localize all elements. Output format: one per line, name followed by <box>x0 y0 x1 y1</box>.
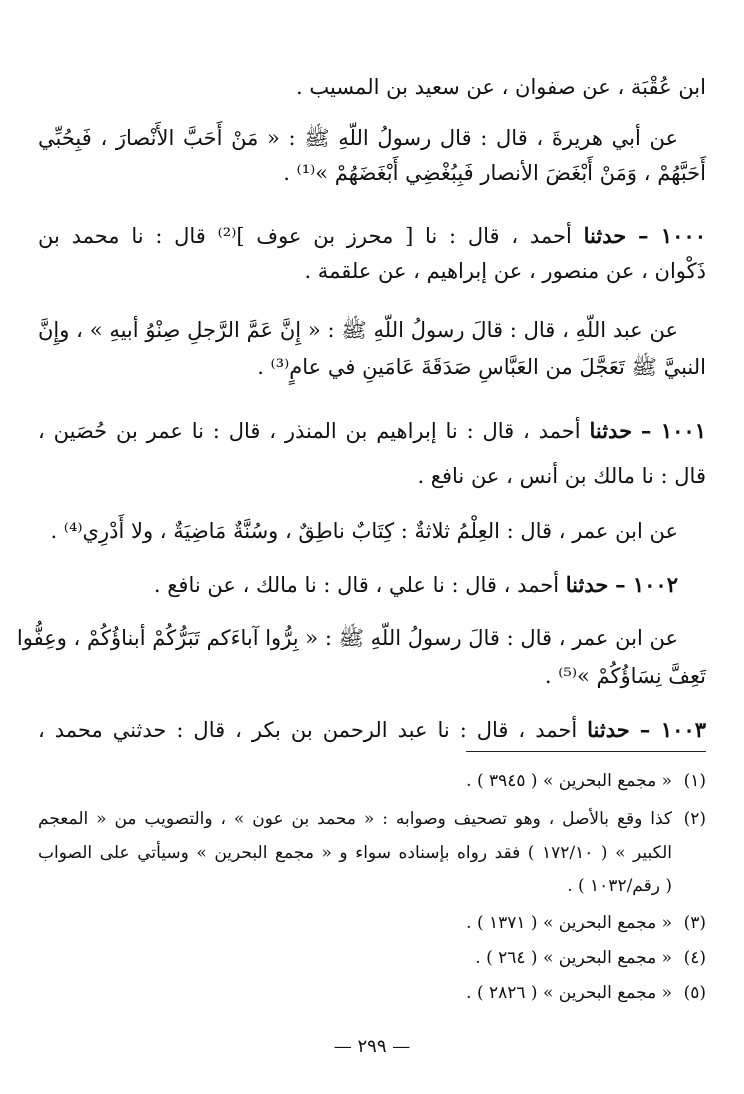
hadith-opening: حدثنا <box>583 223 627 248</box>
footnote <box>466 980 706 1006</box>
hadith-number: ١٠٠١ – <box>640 418 706 443</box>
footnote-continuation: ( رقم/١٠٣٢ ) . <box>567 876 672 896</box>
text-line: عن ابن عمر ، قال : قالَ رسولُ اللّهِ ﷺ : « بِرُّوا آباءَكم تَبَرُّكُمْ أبناؤُكُمْ ، وعِفُّوا <box>16 626 678 650</box>
footnote-mark: (٤) <box>683 948 706 968</box>
text-line: أحمد ، قال : نا علي ، قال : نا مالك ، عن نافع . <box>153 573 560 597</box>
footnote-text: « مجمع البحرين » ( ٣٩٤٥ ) . <box>466 771 672 791</box>
footnote <box>38 806 706 832</box>
footnote-mark: (٢) <box>683 809 706 829</box>
text-line: أحمد ، قال : نا [ محرز بن عوف ]⁽²⁾ قال : نا محمد بن <box>38 224 572 248</box>
hadith-opening: حدثنا <box>587 717 630 742</box>
footnote <box>466 768 706 794</box>
text-line: أحمد ، قال : نا عبد الرحمن بن بكر ، قال : حدثني محمد ، <box>38 718 578 742</box>
footnote <box>466 910 706 936</box>
hadith-number: ١٠٠٠ – <box>637 223 706 248</box>
text-line: أحمد ، قال : نا إبراهيم بن المنذر ، قال : نا عمر بن حُصَين ، <box>38 419 581 443</box>
hadith-line <box>38 715 706 745</box>
text-line: عن عبد اللّهِ ، قال : قالَ رسولُ اللّهِ ﷺ : « إِنَّ عَمَّ الرَّجلِ صِنْوُ أبيهِ » ، وإِنَّ <box>38 318 678 342</box>
page-number: — ٢٩٩ — <box>333 1036 411 1057</box>
footnote-text: « مجمع البحرين » ( ٢٦٤ ) . <box>475 948 672 968</box>
text-line: عن ابن عمر ، قال : العِلْمُ ثلاثةٌ : كِتَابٌ ناطِقٌ ، وسُنَّةٌ مَاضِيَةٌ ، ولا أَدْرِي⁽⁴⁾ . <box>50 519 678 543</box>
text-line: أَحَبَّهُمْ ، وَمَنْ أَبْغَضَ الأنصار فَبِبُغْضِي أَبْغَضَهُمْ »⁽¹⁾ . <box>283 161 706 185</box>
footnote-mark: (٣) <box>683 913 706 933</box>
text-line: ذَكْوان ، عن منصور ، عن إبراهيم ، عن علقمة . <box>304 259 706 283</box>
hadith-line <box>38 416 706 446</box>
hadith-number: ١٠٠٣ – <box>639 717 706 742</box>
footnote-mark: (٥) <box>683 983 706 1003</box>
footnote <box>475 945 706 971</box>
footnote-continuation: الكبير » ( ١٧٢/١٠ ) فقد رواه بإسناده سواء و « مجمع البحرين » وسيأتي على الصواب <box>38 843 672 863</box>
text-line: ابن عُقْبَة ، عن صفوان ، عن سعيد بن المسيب . <box>296 75 706 99</box>
footnote-divider <box>466 751 706 752</box>
hadith-line <box>38 221 706 251</box>
footnote-text: « مجمع البحرين » ( ١٣٧١ ) . <box>466 913 672 933</box>
footnote-mark: (١) <box>683 771 706 791</box>
hadith-line <box>154 570 678 600</box>
footnote-text: كذا وقع بالأصل ، وهو تصحيف وصوابه : « محمد بن عون » ، والتصويب من « المعجم <box>38 809 672 829</box>
hadith-opening: حدثنا <box>565 572 609 597</box>
text-line: تَعِفَّ نِسَاؤُكُمْ »⁽⁵⁾ . <box>544 664 706 688</box>
text-line: قال : نا مالك بن أنس ، عن نافع . <box>417 464 706 488</box>
footnote-text: « مجمع البحرين » ( ٢٨٢٦ ) . <box>466 983 672 1003</box>
hadith-opening: حدثنا <box>589 418 633 443</box>
text-line: النبيَّ ﷺ تَعَجَّلَ من العَبَّاسِ صَدَقَةَ عَامَينِ في عامٍ⁽³⁾ . <box>257 355 706 379</box>
hadith-number: ١٠٠٢ – <box>615 572 678 597</box>
text-line: عن أبي هريرةَ ، قال : قال رسولُ اللّهِ ﷺ : « مَنْ أَحَبَّ الأَنْصارَ ، فَبِحُبِّي <box>38 126 678 150</box>
